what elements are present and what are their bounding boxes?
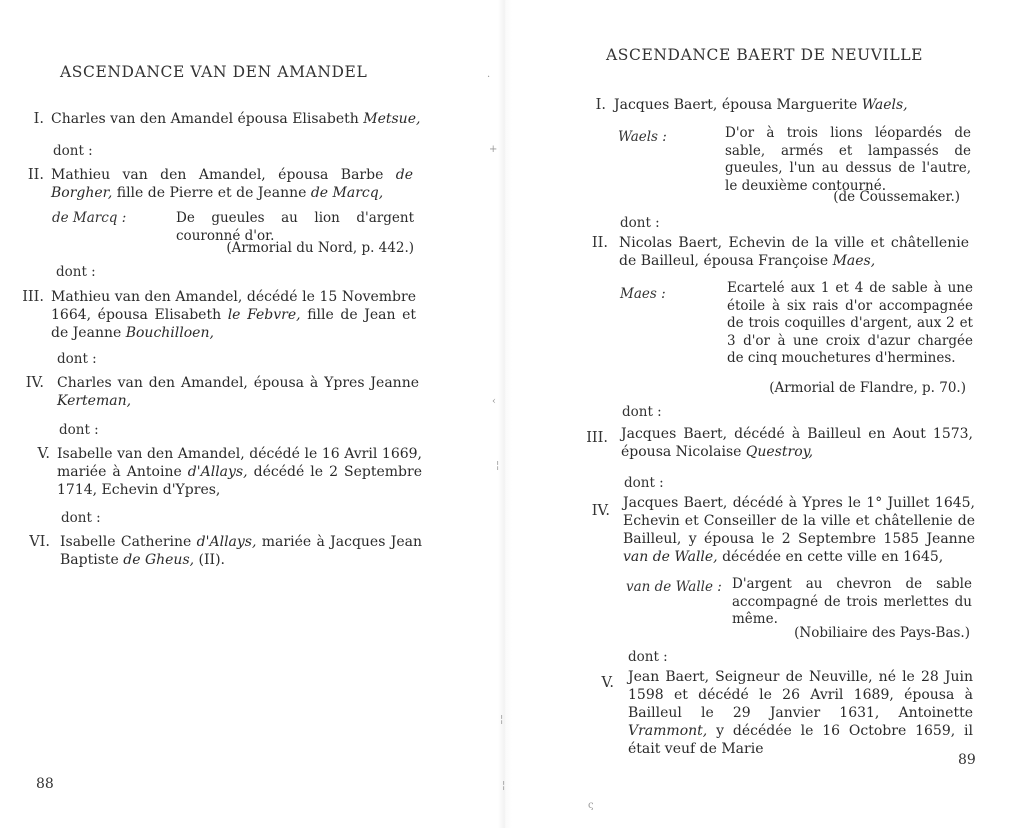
text-part: Isabelle Catherine: [60, 534, 197, 550]
entry-number: V.: [601, 675, 614, 691]
text-part: mariée à Jacques Jean Baptiste: [60, 534, 422, 568]
entry-text: [51, 110, 421, 128]
text-part: Mathieu van den Amandel, décédé le 15 Novembre 1664, épousa Elisabeth: [51, 289, 416, 323]
entry-text: [621, 425, 973, 461]
italic-name: Questroy,: [745, 444, 814, 460]
entry-text: [51, 166, 413, 202]
italic-name: de Marcq,: [310, 185, 384, 201]
entry-text: [628, 668, 973, 758]
text-part: Jacques Baert, décédé à Bailleul en Aout 1573, épousa Nicolaise: [621, 426, 973, 460]
dont-label: dont :: [59, 422, 99, 438]
entry-number: II.: [591, 235, 608, 251]
dont-label: dont :: [56, 264, 96, 280]
entry-number: VI.: [29, 534, 50, 550]
italic-name: de Gheus,: [123, 552, 195, 568]
text-part: y décédée le 16 Octobre 1659, il était veuf de Marie: [628, 723, 973, 757]
text-part: fille de Jean et de Jeanne: [51, 307, 417, 341]
page-number: 88: [36, 776, 54, 792]
entry-number: III.: [22, 289, 44, 305]
dont-label: dont :: [57, 351, 97, 367]
text-part: Mathieu van den Amandel, épousa Barbe: [51, 167, 396, 183]
entry-text: [623, 494, 975, 566]
scan-mark: ς: [588, 800, 594, 811]
entry-text: [60, 533, 422, 569]
entry-text: [614, 96, 974, 114]
arms-source: (Armorial du Nord, p. 442.): [226, 240, 414, 256]
dont-label: dont :: [620, 215, 660, 231]
page-title: ASCENDANCE VAN DEN AMANDEL: [60, 63, 368, 81]
dont-label: dont :: [624, 475, 664, 491]
text-part: (II).: [194, 552, 225, 568]
arms-label: Waels :: [618, 129, 667, 145]
italic-name: Kerteman,: [57, 393, 132, 409]
scan-mark: +: [489, 144, 498, 155]
arms-label: de Marcq :: [52, 210, 127, 226]
scan-mark: ¦: [496, 460, 500, 471]
text-part: Charles van den Amandel épousa Elisabeth: [51, 111, 364, 127]
scan-mark: ‹: [492, 396, 496, 407]
entry-text: [57, 374, 419, 410]
text-part: Charles van den Amandel, épousa à Ypres Jeanne: [57, 375, 419, 391]
entry-number: II.: [27, 167, 44, 183]
text-part: Jean Baert, Seigneur de Neuville, né le 28 Juin 1598 et décédé le 26 Avril 1689, épousa à Bailleul le 29 Janvier 1631, Antoinette: [628, 669, 973, 721]
page-title: ASCENDANCE BAERT DE NEUVILLE: [606, 46, 924, 64]
italic-name: Metsue,: [363, 111, 421, 127]
arms-source: (Nobiliaire des Pays-Bas.): [794, 625, 970, 641]
text-part: Jacques Baert, épousa Marguerite: [614, 97, 862, 113]
italic-name: de Borgher,: [51, 167, 413, 201]
text-part: fille de Pierre et de Jeanne: [112, 185, 311, 201]
entry-number: III.: [586, 430, 608, 446]
entry-text: [57, 445, 422, 499]
entry-text: [619, 234, 969, 270]
dont-label: dont :: [61, 510, 101, 526]
entry-number: IV.: [591, 503, 610, 519]
arms-description: D'argent au chevron de sable accompagné de trois merlettes du même.: [732, 576, 972, 627]
italic-name: le Febvre,: [227, 307, 301, 323]
arms-label: van de Walle :: [626, 579, 722, 595]
dont-label: dont :: [622, 404, 662, 420]
arms-source: (de Coussemaker.): [833, 189, 960, 205]
arms-label: Maes :: [620, 286, 666, 302]
entry-text: [51, 288, 416, 342]
text-part: Jacques Baert, décédé à Ypres le 1° Juillet 1645, Echevin et Conseiller de la ville et châtellenie de Bailleul, y épousa le 2 Septembre 1585 Jeanne: [623, 495, 975, 547]
italic-name: van de Walle,: [623, 549, 718, 565]
entry-number: V.: [37, 446, 50, 462]
text-part: décédé le 2 Septembre 1714, Echevin d'Ypres,: [57, 464, 422, 498]
dont-label: dont :: [53, 143, 93, 159]
italic-name: Bouchilloen,: [125, 325, 214, 341]
arms-description: D'or à trois lions léopardés de sable, armés et lampassés de gueules, l'un au dessus de l'autre, le deuxième contourné.: [725, 125, 971, 194]
left-page: [0, 0, 500, 828]
entry-number: I.: [33, 111, 44, 127]
scan-mark: ¦: [500, 714, 504, 725]
italic-name: Maes,: [832, 253, 876, 269]
text-part: Isabelle van den Amandel, décédé le 16 Avril 1669, mariée à Antoine: [57, 446, 422, 480]
text-part: décédée en cette ville en 1645,: [717, 549, 944, 565]
italic-name: d'Allays,: [187, 464, 248, 480]
italic-name: d'Allays,: [196, 534, 257, 550]
page-number: 89: [958, 752, 976, 768]
scan-mark: ·: [487, 72, 491, 83]
italic-name: Waels,: [861, 97, 908, 113]
scan-mark: ¦: [502, 780, 506, 791]
dont-label: dont :: [628, 649, 668, 665]
right-page: [510, 0, 1024, 828]
arms-source: (Armorial de Flandre, p. 70.): [769, 380, 966, 396]
arms-description: Ecartelé aux 1 et 4 de sable à une étoile à six rais d'or accompagnée de trois coquilles d'argent, aux 2 et 3 d'or à une croix d'azur chargée de cinq mouchetures d'hermines.: [727, 280, 973, 366]
entry-number: I.: [595, 97, 606, 113]
italic-name: Vrammont,: [628, 723, 708, 739]
entry-number: IV.: [25, 375, 44, 391]
arms-description: De gueules au lion d'argent couronné d'or.: [176, 210, 414, 244]
text-part: Nicolas Baert, Echevin de la ville et châtellenie de Bailleul, épousa Françoise: [619, 235, 969, 269]
